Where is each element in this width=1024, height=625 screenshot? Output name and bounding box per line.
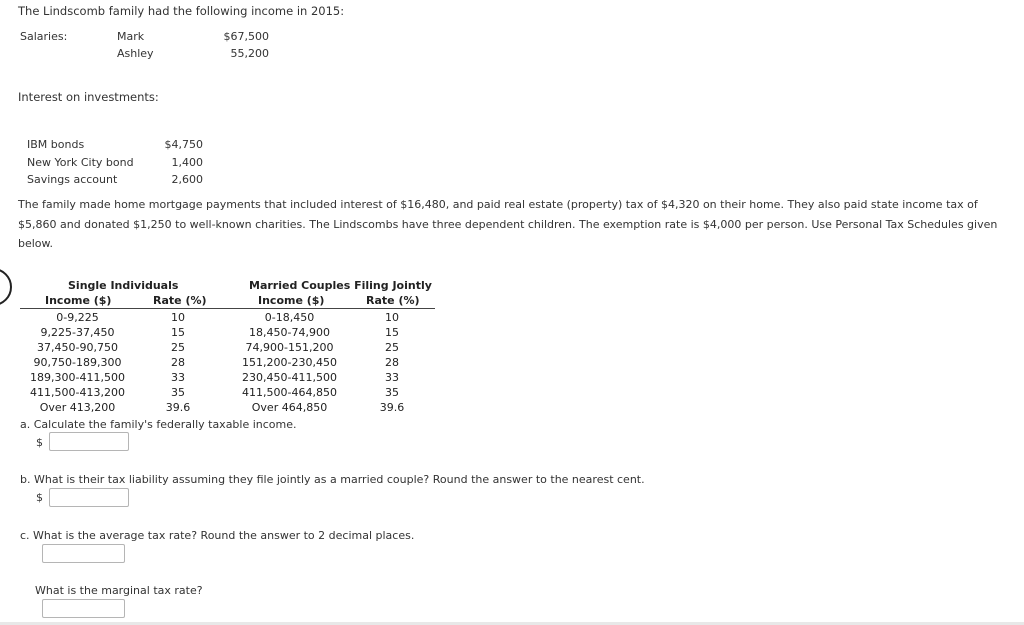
single-income-4: 189,300-411,500 bbox=[30, 371, 125, 384]
married-rate-3: 28 bbox=[385, 356, 399, 369]
married-rate-2: 25 bbox=[385, 341, 399, 354]
interest-name-savings: Savings account bbox=[27, 173, 118, 186]
married-income-header: Income ($) bbox=[258, 294, 325, 307]
salary-name-mark: Mark bbox=[117, 30, 145, 43]
single-rate-0: 10 bbox=[171, 311, 185, 324]
table-header-divider bbox=[20, 308, 435, 309]
interest-label: Interest on investments: bbox=[18, 90, 159, 104]
tax-liability-input[interactable] bbox=[49, 488, 129, 507]
married-income-0: 0-18,450 bbox=[264, 311, 315, 324]
married-income-3: 151,200-230,450 bbox=[242, 356, 337, 369]
married-income-1: 18,450-74,900 bbox=[249, 326, 330, 339]
married-rate-0: 10 bbox=[385, 311, 399, 324]
interest-amount-savings: 2,600 bbox=[171, 173, 203, 186]
single-income-header: Income ($) bbox=[45, 294, 112, 307]
single-rate-3: 28 bbox=[171, 356, 185, 369]
single-income-2: 37,450-90,750 bbox=[37, 341, 118, 354]
intro-text: The Lindscomb family had the following income in 2015: bbox=[18, 4, 345, 18]
single-rate-6: 39.6 bbox=[165, 401, 191, 414]
married-rate-4: 33 bbox=[385, 371, 399, 384]
single-income-6: Over 413,200 bbox=[39, 401, 116, 414]
circle-marker-icon bbox=[0, 268, 12, 306]
married-income-6: Over 464,850 bbox=[251, 401, 328, 414]
single-income-0: 0-9,225 bbox=[56, 311, 99, 324]
salaries-label: Salaries: bbox=[20, 30, 68, 43]
married-title: Married Couples Filing Jointly bbox=[249, 279, 432, 292]
single-rate-4: 33 bbox=[171, 371, 185, 384]
married-income-2: 74,900-151,200 bbox=[245, 341, 334, 354]
question-a-text: a. Calculate the family's federally taxable income. bbox=[20, 418, 297, 431]
question-b-currency: $ bbox=[36, 491, 43, 504]
married-rate-header: Rate (%) bbox=[366, 294, 420, 307]
single-income-1: 9,225-37,450 bbox=[40, 326, 115, 339]
marginal-rate-text: What is the marginal tax rate? bbox=[35, 584, 203, 597]
married-income-5: 411,500-464,850 bbox=[242, 386, 337, 399]
salary-amount-mark: $67,500 bbox=[223, 30, 269, 43]
married-rate-1: 15 bbox=[385, 326, 399, 339]
single-rate-2: 25 bbox=[171, 341, 185, 354]
single-title: Single Individuals bbox=[68, 279, 179, 292]
married-income-4: 230,450-411,500 bbox=[242, 371, 337, 384]
salary-name-ashley: Ashley bbox=[117, 47, 154, 60]
single-income-5: 411,500-413,200 bbox=[30, 386, 125, 399]
interest-name-ibm: IBM bonds bbox=[27, 138, 85, 151]
question-b-text: b. What is their tax liability assuming they file jointly as a married couple? Round the answer to the nearest cent. bbox=[20, 473, 645, 486]
problem-paragraph: The family made home mortgage payments that included interest of $16,480, and paid real estate (property) tax of $4,320 on their home. They also paid state income tax of $5,860 and donated $1,250 to well-known charities. The Lindscombs have three dependent children. The exemption rate is $4,000 per person. Use Personal Tax Schedules given below. bbox=[18, 198, 998, 250]
single-rate-header: Rate (%) bbox=[153, 294, 207, 307]
taxable-income-input[interactable] bbox=[49, 432, 129, 451]
married-rate-5: 35 bbox=[385, 386, 399, 399]
single-income-3: 90,750-189,300 bbox=[33, 356, 122, 369]
interest-amount-nyc: 1,400 bbox=[171, 156, 203, 169]
married-rate-6: 39.6 bbox=[379, 401, 405, 414]
interest-name-nyc: New York City bond bbox=[27, 156, 134, 169]
single-rate-1: 15 bbox=[171, 326, 185, 339]
question-c-text: c. What is the average tax rate? Round the answer to 2 decimal places. bbox=[20, 529, 415, 542]
interest-amount-ibm: $4,750 bbox=[164, 138, 203, 151]
single-rate-5: 35 bbox=[171, 386, 185, 399]
marginal-tax-rate-input[interactable] bbox=[42, 599, 125, 618]
question-a-currency: $ bbox=[36, 436, 43, 449]
average-tax-rate-input[interactable] bbox=[42, 544, 125, 563]
salary-amount-ashley: 55,200 bbox=[230, 47, 269, 60]
